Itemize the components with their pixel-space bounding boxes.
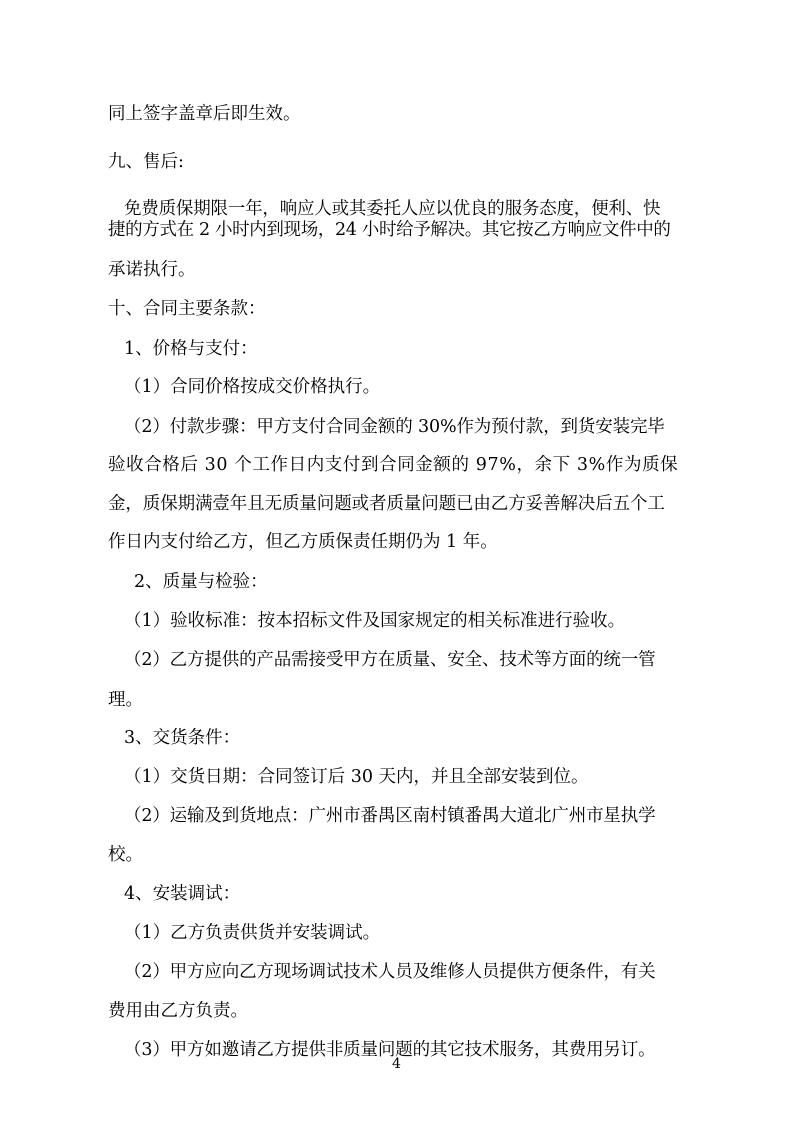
subsection-heading-price-payment: 1、价格与支付：	[124, 339, 258, 359]
text-line: （2）付款步骤：甲方支付合同金额的 30%作为预付款，到货安装完毕	[124, 417, 665, 437]
text-line: 验收合格后 30 个工作日内支付到合同金额的 97%，余下 3%作为质保	[108, 455, 679, 475]
text-line: 校。	[108, 845, 143, 865]
text-line: 同上签字盖章后即生效。	[108, 104, 301, 124]
text-line: （1）乙方负责供货并安装调试。	[124, 923, 381, 943]
text-line: 理。	[108, 690, 143, 710]
subsection-heading-installation: 4、安装调试：	[124, 884, 241, 904]
text-line: 捷的方式在 2 小时内到现场，24 小时给予解决。其它按乙方响应文件中的	[108, 220, 671, 240]
subsection-heading-quality-inspection: 2、质量与检验：	[134, 572, 268, 592]
text-line: 免费质保期限一年，响应人或其委托人应以优良的服务态度，便利、快	[124, 199, 661, 219]
text-line: （3）甲方如邀请乙方提供非质量问题的其它技术服务，其费用另订。	[124, 1040, 656, 1060]
text-line: （2）甲方应向乙方现场调试技术人员及维修人员提供方便条件，有关	[124, 962, 656, 982]
text-line: 费用由乙方负责。	[108, 1001, 248, 1021]
page-number: 4	[392, 1056, 401, 1072]
text-line: 作日内支付给乙方，但乙方质保责任期仍为 1 年。	[108, 532, 498, 552]
subsection-heading-delivery: 3、交货条件：	[124, 728, 241, 748]
text-line: （2）乙方提供的产品需接受甲方在质量、安全、技术等方面的统一管	[124, 650, 656, 670]
text-line: （1）交货日期：合同签订后 30 天内，并且全部安装到位。	[124, 767, 589, 787]
text-line: （2）运输及到货地点：广州市番禺区南村镇番禺大道北广州市星执学	[124, 806, 656, 826]
text-line: 承诺执行。	[108, 260, 196, 280]
text-line: （1）合同价格按成交价格执行。	[124, 377, 381, 397]
section-heading-after-sales: 九、售后:	[108, 152, 184, 172]
text-line: 金，质保期满壹年且无质量问题或者质量问题已由乙方妥善解决后五个工	[108, 494, 665, 514]
text-line: （1）验收标准：按本招标文件及国家规定的相关标准进行验收。	[124, 611, 626, 631]
section-heading-contract-terms: 十、合同主要条款：	[108, 299, 266, 319]
